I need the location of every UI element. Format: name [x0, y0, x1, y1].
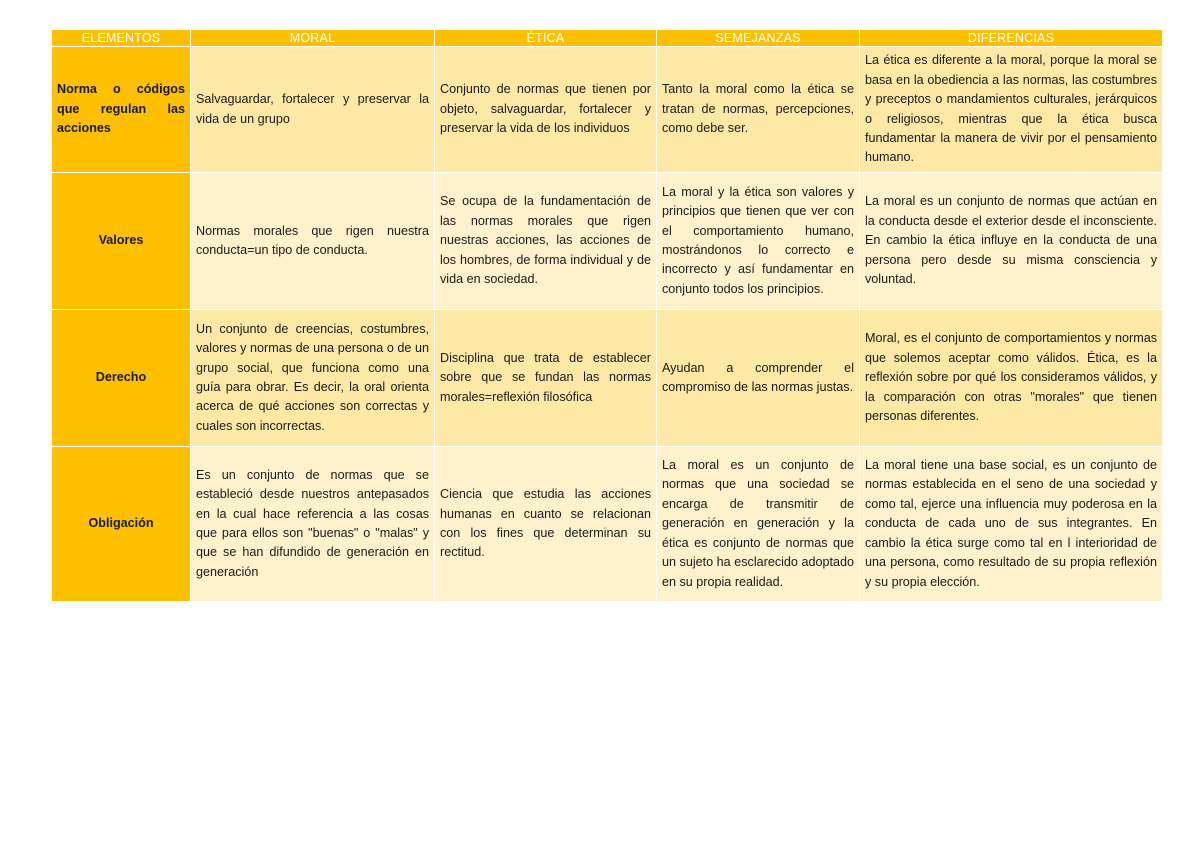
header-diferencias: DIFERENCIAS — [860, 30, 1163, 47]
header-semejanzas: SEMEJANZAS — [657, 30, 860, 47]
header-elementos: ELEMENTOS — [52, 30, 191, 47]
cell-etica: Se ocupa de la fundamentación de las normas morales que rigen nuestras acciones, las acciones de los hombres, de forma individual y de vida en sociedad. — [435, 173, 657, 310]
cell-diferencias: La ética es diferente a la moral, porque la moral se basa en la obediencia a las normas, las costumbres y preceptos o mandamientos culturales, jerárquicos o religiosos, mientras que la ética busca fundamentar la manera de vivir por el pensamiento humano. — [860, 47, 1163, 173]
cell-diferencias: La moral tiene una base social, es un conjunto de normas establecida en el seno de una sociedad y como tal, ejerce una influencia muy poderosa en la conducta de cada uno de sus integrantes. En cambio la ética surge como tal en l interioridad de una persona, como resultado de su propia reflexión y su propia elección. — [860, 447, 1163, 602]
table-row — [52, 447, 1163, 602]
header-row — [52, 30, 1163, 47]
header-etica: ÉTICA — [435, 30, 657, 47]
comparison-table — [51, 29, 1163, 602]
cell-etica: Disciplina que trata de establecer sobre que se fundan las normas morales=reflexión filosófica — [435, 310, 657, 447]
cell-semejanzas: La moral y la ética son valores y principios que tienen que ver con el comportamiento humano, mostrándonos lo correcto e incorrecto y así fundamentar en conjunto todos los principios. — [657, 173, 860, 310]
table-row — [52, 173, 1163, 310]
cell-semejanzas: La moral es un conjunto de normas que una sociedad se encarga de transmitir de generación en generación y la ética es conjunto de normas que un sujeto ha esclarecido adoptado en su propia realidad. — [657, 447, 860, 602]
cell-moral: Un conjunto de creencias, costumbres, valores y normas de una persona o de un grupo social, que funciona como una guía para obrar. Es decir, la oral orienta acerca de qué acciones son correctas y cuales son incorrectas. — [191, 310, 435, 447]
cell-diferencias: La moral es un conjunto de normas que actúan en la conducta desde el exterior desde el inconsciente. En cambio la ética influye en la conducta de una persona pero desde su misma consciencia y voluntad. — [860, 173, 1163, 310]
cell-semejanzas: Ayudan a comprender el compromiso de las normas justas. — [657, 310, 860, 447]
header-moral: MORAL — [191, 30, 435, 47]
row-label-derecho: Derecho — [52, 310, 191, 447]
cell-etica: Conjunto de normas que tienen por objeto, salvaguardar, fortalecer y preservar la vida de los individuos — [435, 47, 657, 173]
row-label-obligacion: Obligación — [52, 447, 191, 602]
cell-semejanzas: Tanto la moral como la ética se tratan de normas, percepciones, como debe ser. — [657, 47, 860, 173]
cell-moral: Normas morales que rigen nuestra conducta=un tipo de conducta. — [191, 173, 435, 310]
cell-moral: Es un conjunto de normas que se estableció desde nuestros antepasados en la cual hace referencia a las cosas que para ellos son "buenas" o "malas" y que se han difundido de generación en generación — [191, 447, 435, 602]
cell-diferencias: Moral, es el conjunto de comportamientos y normas que solemos aceptar como válidos. Ética, es la reflexión sobre por qué los consideramos válidos, y la comparación con otras "morales" que tienen personas diferentes. — [860, 310, 1163, 447]
cell-etica: Ciencia que estudia las acciones humanas en cuanto se relacionan con los fines que determinan su rectitud. — [435, 447, 657, 602]
cell-moral: Salvaguardar, fortalecer y preservar la vida de un grupo — [191, 47, 435, 173]
row-label-valores: Valores — [52, 173, 191, 310]
row-label-norma: Norma o códigos que regulan las acciones — [52, 47, 191, 173]
table-row — [52, 310, 1163, 447]
table-row — [52, 47, 1163, 173]
